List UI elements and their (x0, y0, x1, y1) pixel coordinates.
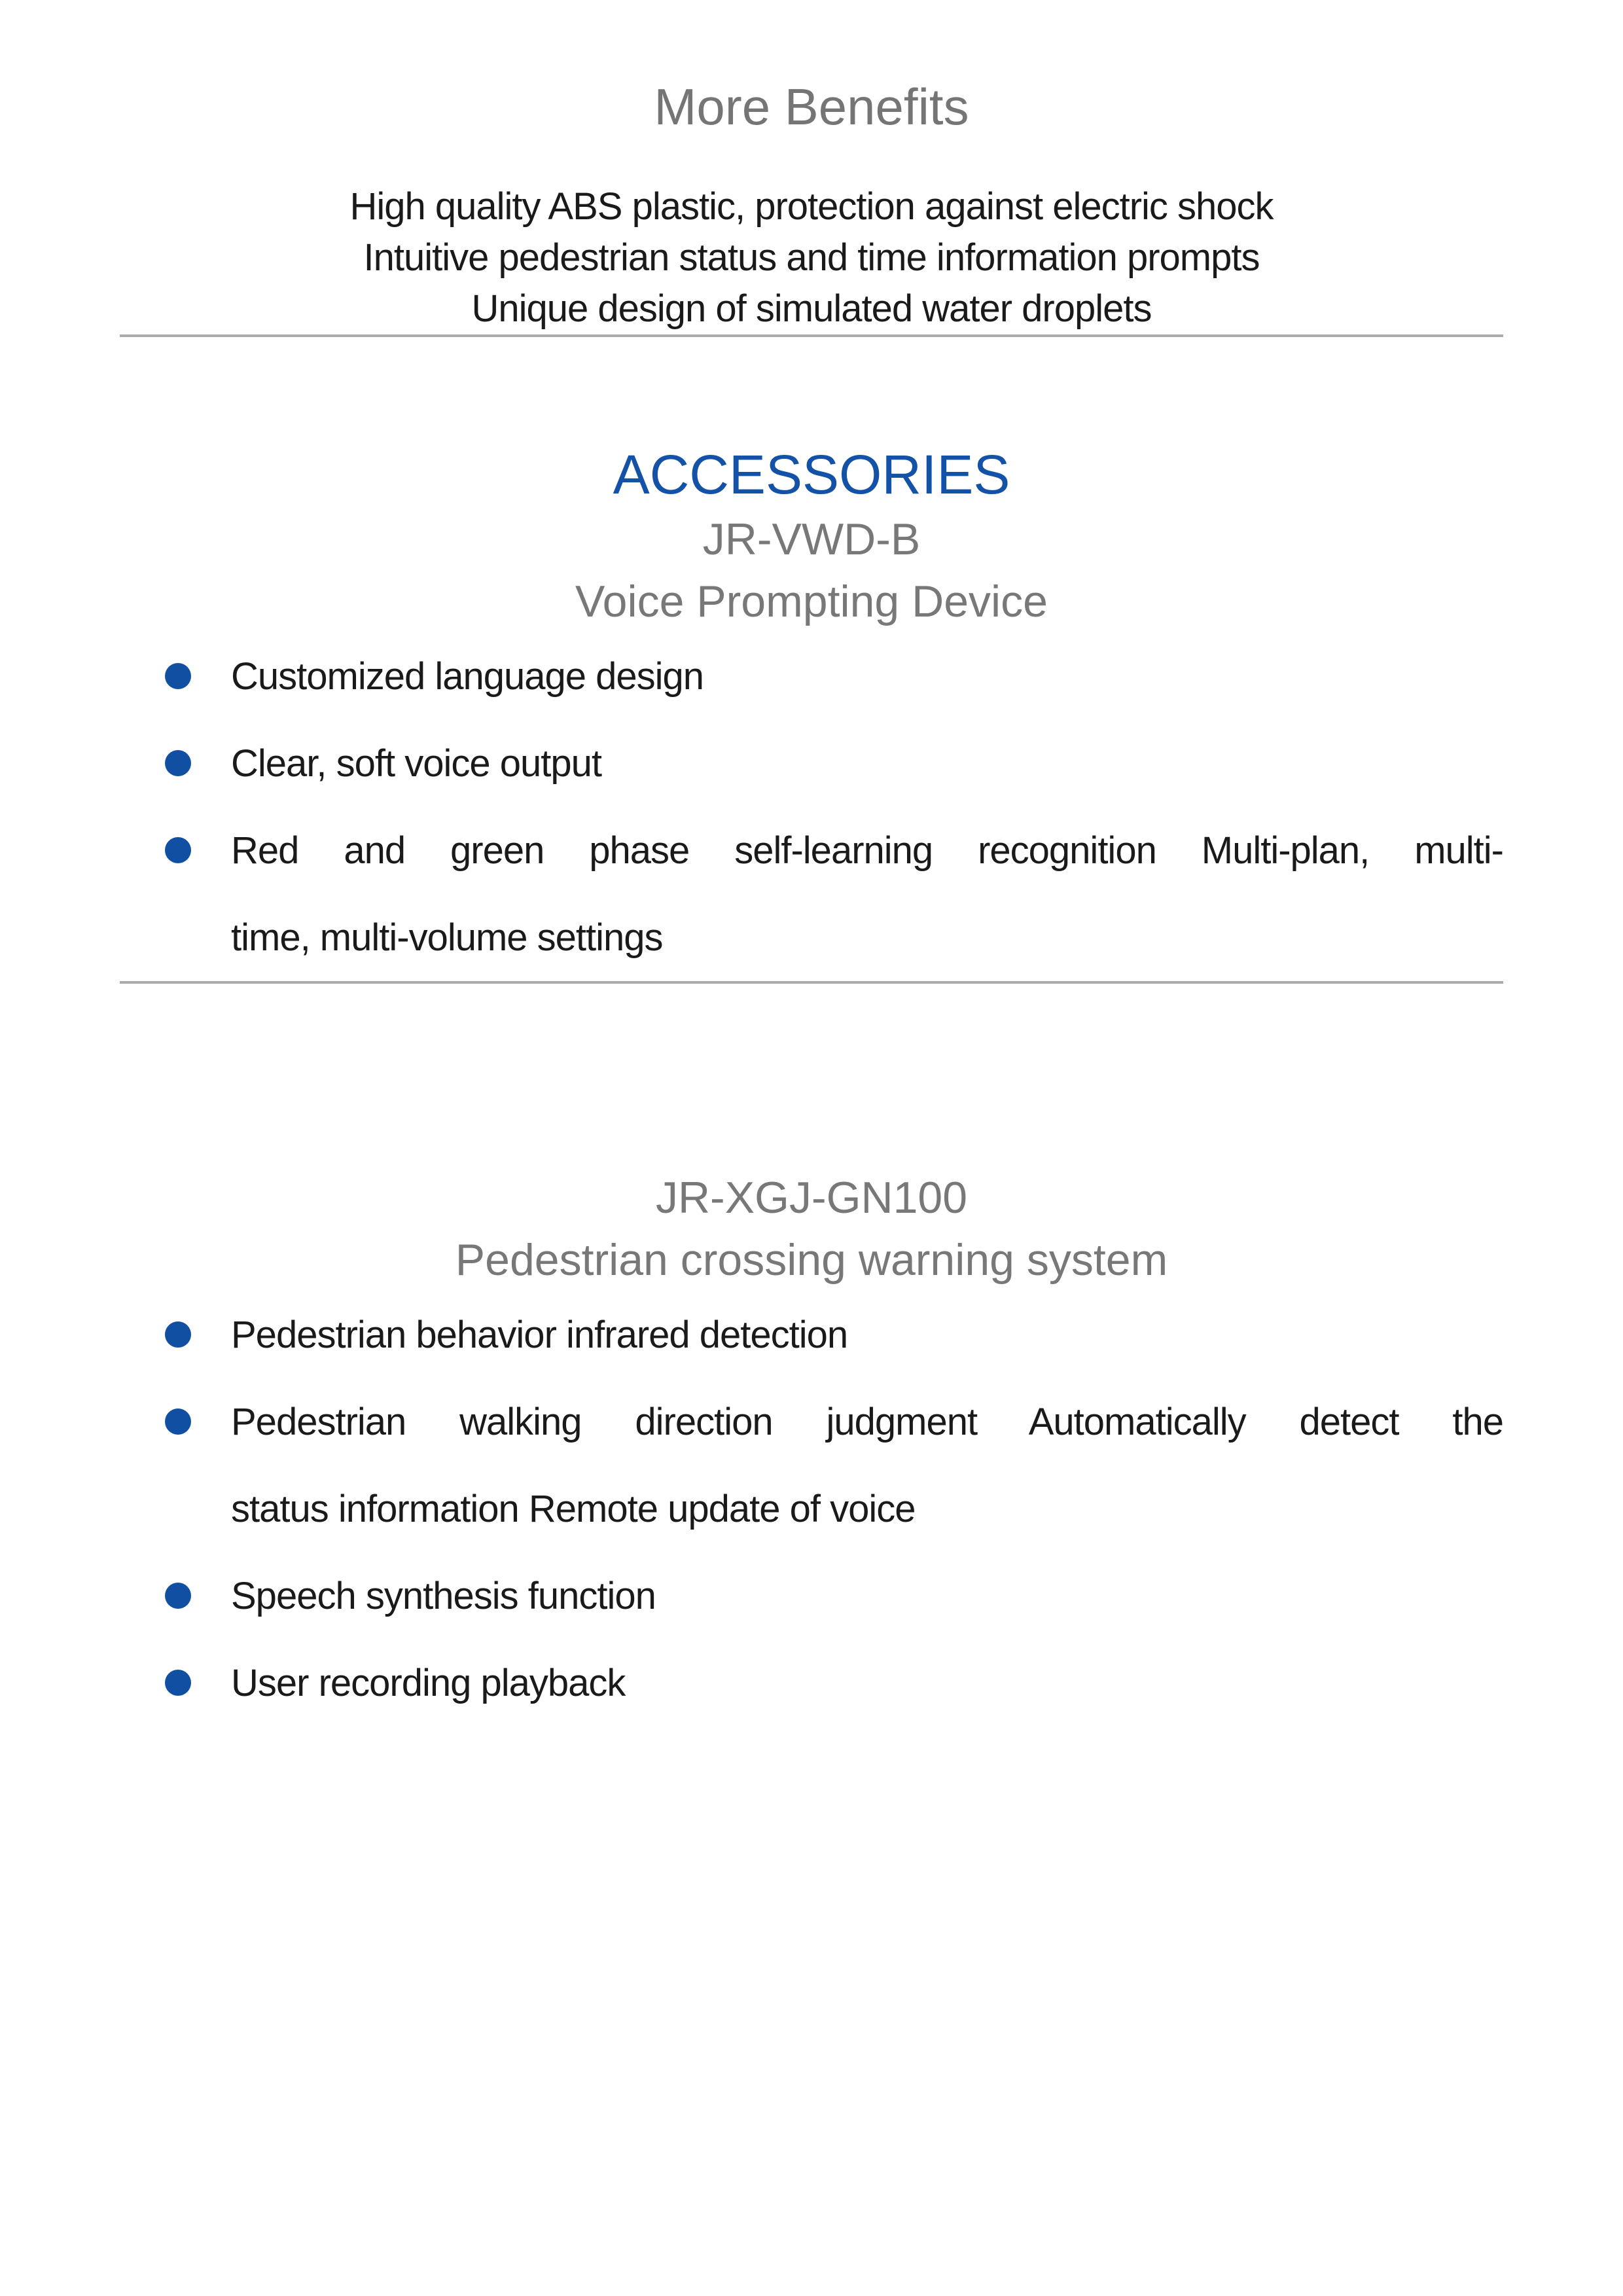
bullet-dot-icon (165, 1408, 191, 1435)
accessories-heading: ACCESSORIES (613, 444, 1010, 505)
feature-line: status information Remote update of voice (231, 1488, 916, 1530)
feature-item (120, 633, 1503, 720)
feature-line: Red and green phase self-learning recognition Multi-plan, multi- (231, 829, 1503, 872)
feature-item (120, 1640, 1503, 1727)
feature-item (120, 720, 1503, 807)
feature-line: Customized language design (231, 655, 704, 698)
bullet-dot-icon (165, 1583, 191, 1609)
benefit-line: Intuitive pedestrian status and time information prompts (363, 236, 1260, 279)
feature-line: Speech synthesis function (231, 1575, 656, 1617)
feature-line: Clear, soft voice output (231, 742, 601, 785)
benefit-line: Unique design of simulated water droplets (471, 287, 1152, 330)
section-accessories (120, 442, 1503, 981)
bullet-dot-icon (165, 1321, 191, 1348)
bullet-dot-icon (165, 663, 191, 689)
bullet-dot-icon (165, 1670, 191, 1696)
feature-item (120, 1552, 1503, 1640)
benefits-list (120, 181, 1503, 334)
feature-item (120, 1291, 1503, 1378)
product-header (120, 509, 1503, 633)
product-name: Voice Prompting Device (575, 577, 1048, 626)
feature-list (120, 1291, 1503, 1727)
section-crossing-system (120, 1167, 1503, 1727)
bullet-dot-icon (165, 837, 191, 863)
page-title: More Benefits (654, 78, 969, 135)
product-model: JR-XGJ-GN100 (655, 1173, 968, 1223)
bullet-dot-icon (165, 750, 191, 776)
feature-list (120, 633, 1503, 981)
product-header (120, 1167, 1503, 1291)
feature-line: time, multi-volume settings (231, 916, 663, 959)
section-divider (120, 981, 1503, 984)
product-name: Pedestrian crossing warning system (455, 1235, 1168, 1285)
benefit-line: High quality ABS plastic, protection against electric shock (349, 185, 1274, 228)
feature-line: Pedestrian behavior infrared detection (231, 1314, 848, 1356)
section-divider (120, 334, 1503, 337)
feature-item (120, 807, 1503, 981)
feature-line: User recording playback (231, 1662, 626, 1704)
feature-line: Pedestrian walking direction judgment Automatically detect the (231, 1401, 1503, 1443)
feature-item (120, 1378, 1503, 1552)
product-model: JR-VWD-B (702, 514, 921, 564)
